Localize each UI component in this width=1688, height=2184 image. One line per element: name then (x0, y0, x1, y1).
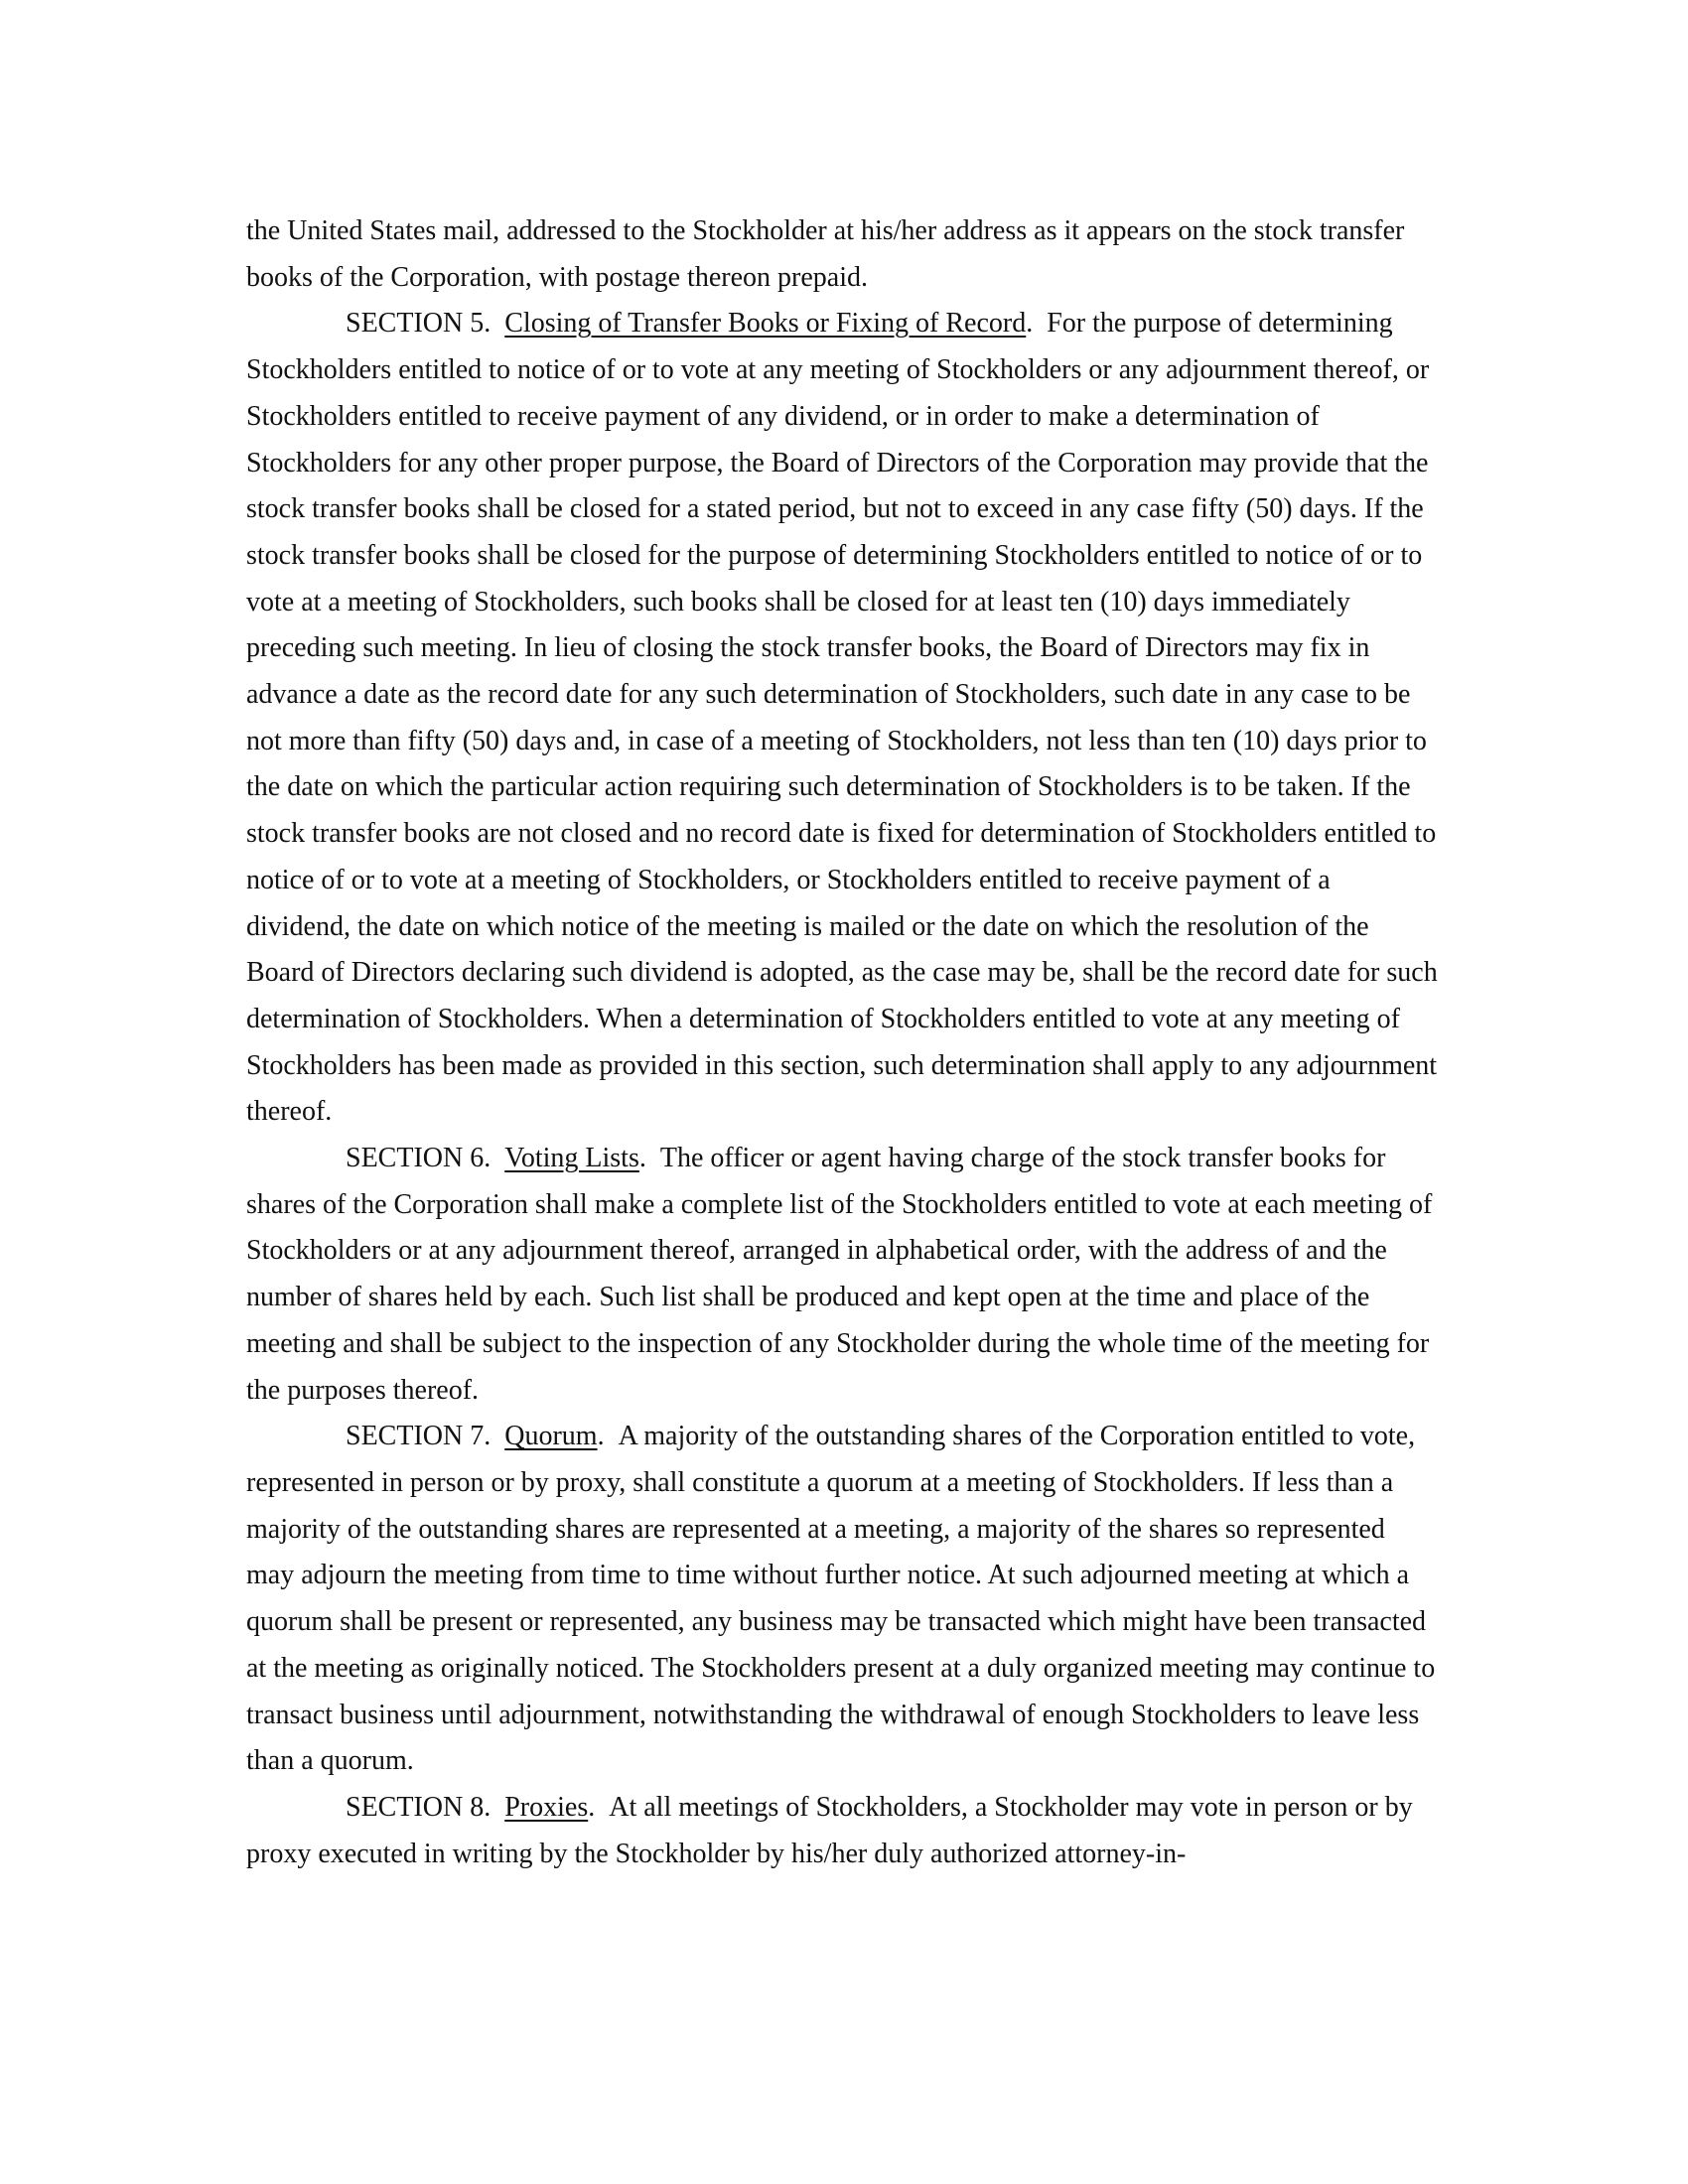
section-5-paragraph: SECTION 5. Closing of Transfer Books or Fixing of Record. For the purpose of determining Stockholders entitled to notice of or to vote at any meeting of Stockholders or any adjournment thereof, or Stockholders entitled to receive payment of any dividend, or in order to make a determination of Stockholders for any other proper purpose, the Board of Directors of the Corporation may provide that the stock transfer books shall be closed for a stated period, but not to exceed in any case fifty (50) days. If the stock transfer books shall be closed for the purpose of determining Stockholders entitled to notice of or to vote at a meeting of Stockholders, such books shall be closed for at least ten (10) days immediately preceding such meeting. In lieu of closing the stock transfer books, the Board of Directors may fix in advance a date as the record date for any such determination of Stockholders, such date in any case to be not more than fifty (50) days and, in case of a meeting of Stockholders, not less than ten (10) days prior to the date on which the particular action requiring such determination of Stockholders is to be taken. If the stock transfer books are not closed and no record date is fixed for determination of Stockholders entitled to notice of or to vote at a meeting of Stockholders, or Stockholders entitled to receive payment of a dividend, the date on which notice of the meeting is mailed or the date on which the resolution of the Board of Directors declaring such dividend is adopted, as the case may be, shall be the record date for such determination of Stockholders. When a determination of Stockholders entitled to vote at any meeting of Stockholders has been made as provided in this section, such determination shall apply to any adjournment thereof. (246, 308, 1438, 1128)
section-5-label: SECTION 5. (346, 308, 492, 340)
section-5-title: Closing of Transfer Books or Fixing of Record (504, 308, 1027, 340)
section-8-body: At all meetings of Stockholders, a Stockholder may vote in person or by proxy executed in writing by the Stockholder by his/her duly authorized attorney-in- (246, 1791, 1413, 1869)
continuation-paragraph (246, 208, 1438, 301)
document-body (246, 208, 1438, 1877)
section-5-body: For the purpose of determining Stockholders entitled to notice of or to vote at any meeting of Stockholders or any adjournment thereof, or Stockholders entitled to receive payment of any dividend, or in order to make a determination of Stockholders for any other proper purpose, the Board of Directors of the Corporation may provide that the stock transfer books shall be closed for a stated period, but not to exceed in any case fifty (50) days. If the stock transfer books shall be closed for the purpose of determining Stockholders entitled to notice of or to vote at a meeting of Stockholders, such books shall be closed for at least ten (10) days immediately preceding such meeting. In lieu of closing the stock transfer books, the Board of Directors may fix in advance a date as the record date for any such determination of Stockholders, such date in any case to be not more than fifty (50) days and, in case of a meeting of Stockholders, not less than ten (10) days prior to the date on which the particular action requiring such determination of Stockholders is to be taken. If the stock transfer books are not closed and no record date is fixed for determination of Stockholders entitled to notice of or to vote at a meeting of Stockholders, or Stockholders entitled to receive payment of a dividend, the date on which notice of the meeting is mailed or the date on which the resolution of the Board of Directors declaring such dividend is adopted, as the case may be, shall be the record date for such determination of Stockholders. When a determination of Stockholders entitled to vote at any meeting of Stockholders has been made as provided in this section, such determination shall apply to any adjournment thereof. (246, 308, 1438, 1128)
section-8-paragraph: SECTION 8. Proxies. At all meetings of Stockholders, a Stockholder may vote in person or by proxy executed in writing by the Stockholder by his/her duly authorized attorney-in- (246, 1791, 1413, 1869)
continuation-text: the United States mail, addressed to the Stockholder at his/her address as it appears on the stock transfer books of the Corporation, with postage thereon prepaid. (246, 215, 1405, 293)
section-7-label: SECTION 7. (346, 1421, 492, 1452)
section-7-title: Quorum (504, 1421, 598, 1452)
section-8-label: SECTION 8. (346, 1791, 492, 1823)
section-7-body: A majority of the outstanding shares of the Corporation entitled to vote, represented in person or by proxy, shall constitute a quorum at a meeting of Stockholders. If less than a majority of the outstanding shares are represented at a meeting, a majority of the shares so represented may adjourn the meeting from time to time without further notice. At such adjourned meeting at which a quorum shall be present or represented, any business may be transacted which might have been transacted at the meeting as originally noticed. The Stockholders present at a duly organized meeting may continue to transact business until adjournment, notwithstanding the withdrawal of enough Stockholders to leave less than a quorum. (246, 1421, 1436, 1777)
section-6-label: SECTION 6. (346, 1143, 492, 1174)
section-6-title: Voting Lists (504, 1143, 639, 1174)
section-6-body: The officer or agent having charge of the stock transfer books for shares of the Corporation shall make a complete list of the Stockholders entitled to vote at each meeting of Stockholders or at any adjournment thereof, arranged in alphabetical order, with the address of and the number of shares held by each. Such list shall be produced and kept open at the time and place of the meeting and shall be subject to the inspection of any Stockholder during the whole time of the meeting for the purposes thereof. (246, 1143, 1433, 1406)
section-8-title: Proxies (504, 1791, 589, 1823)
section-7-paragraph: SECTION 7. Quorum. A majority of the outstanding shares of the Corporation entitled to vote, represented in person or by proxy, shall constitute a quorum at a meeting of Stockholders. If less than a majority of the outstanding shares are represented at a meeting, a majority of the shares so represented may adjourn the meeting from time to time without further notice. At such adjourned meeting at which a quorum shall be present or represented, any business may be transacted which might have been transacted at the meeting as originally noticed. The Stockholders present at a duly organized meeting may continue to transact business until adjournment, notwithstanding the withdrawal of enough Stockholders to leave less than a quorum. (246, 1421, 1436, 1777)
section-6-paragraph: SECTION 6. Voting Lists. The officer or agent having charge of the stock transfer books for shares of the Corporation shall make a complete list of the Stockholders entitled to vote at each meeting of Stockholders or at any adjournment thereof, arranged in alphabetical order, with the address of and the number of shares held by each. Such list shall be produced and kept open at the time and place of the meeting and shall be subject to the inspection of any Stockholder during the whole time of the meeting for the purposes thereof. (246, 1143, 1433, 1406)
